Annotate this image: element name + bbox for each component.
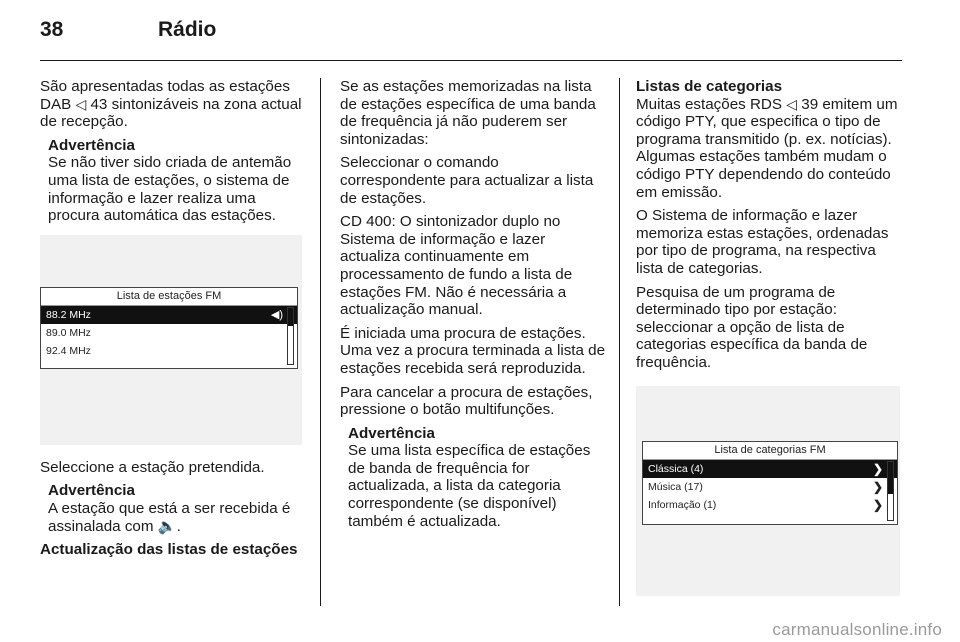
scrollbar-thumb[interactable] [888, 462, 893, 494]
note-title: Advertência [348, 424, 435, 442]
note-3 [348, 425, 608, 531]
column-3 [636, 78, 904, 610]
chevron-right-icon: ❯ [872, 497, 883, 512]
paragraph: Pesquisa de um programa de determinado tipo por estação: seleccionar a opção de lista de categorias específica da banda de frequência. [636, 283, 868, 371]
paragraph: Para cancelar a procura de estações, pressione o botão multifunções. [340, 383, 593, 419]
speaker-icon: ◀) [270, 308, 283, 321]
note-text-end: . [176, 517, 181, 535]
paragraph: O Sistema de informação e lazer memoriza estas estações, ordenadas por tipo de programa, na respectiva lista de categorias. [636, 207, 889, 277]
note-text: A estação que está a ser recebida é assinalada com [48, 499, 291, 535]
category-list-title: Lista de categorias FM [643, 442, 897, 460]
column-1 [40, 78, 310, 565]
page-number: 38 [40, 18, 64, 41]
paragraph: Seleccionar o comando correspondente para actualizar a lista de estações. [340, 154, 594, 207]
page-ref-arrow-icon: ◁ [75, 95, 87, 112]
note-2 [48, 482, 310, 535]
paragraph-dab [40, 78, 310, 131]
station-frequency: 92.4 MHz [46, 344, 91, 357]
paragraph: Se as estações memorizadas na lista de estações específica de uma banda de frequência já não puderem ser sintonizadas: [340, 78, 596, 148]
scrollbar[interactable] [887, 461, 894, 521]
page-ref-arrow-icon: ◁ [786, 95, 798, 112]
scrollbar-thumb[interactable] [288, 308, 293, 326]
scrollbar[interactable] [287, 307, 294, 365]
section-heading: Listas de categorias [636, 78, 783, 95]
category-row[interactable] [643, 478, 897, 496]
chapter-title: Rádio [158, 18, 217, 41]
category-label: Música (17) [648, 480, 703, 493]
paragraph-select: Seleccione a estação pretendida. [40, 458, 265, 476]
paragraph: É iniciada uma procura de estações. Uma vez a procura terminada a lista de estações recebida será reproduzida. [340, 324, 606, 377]
note-title: Advertência [48, 482, 135, 500]
page-header [40, 18, 902, 52]
station-frequency: 88.2 MHz [46, 308, 91, 321]
category-row[interactable] [643, 496, 897, 514]
column-divider [619, 78, 620, 606]
category-label: Clássica (4) [648, 462, 704, 475]
text: Muitas estações RDS [636, 95, 787, 113]
section-heading: Actualização das listas de estações [40, 541, 298, 559]
text: São apresentadas todas as estações DAB [40, 78, 290, 113]
note-text: Se não tiver sido criada de antemão uma lista de estações, o sistema de informação e lazer realiza uma procura automática das estações. [48, 154, 292, 225]
station-row[interactable] [41, 324, 297, 342]
station-row-selected[interactable] [41, 306, 297, 324]
speaker-icon: 🔈 [157, 517, 177, 535]
watermark: carmanualsonline.info [772, 620, 942, 639]
category-label: Informação (1) [648, 498, 717, 511]
station-row[interactable] [41, 342, 297, 360]
column-2 [340, 78, 608, 536]
text: 39 emitem um código PTY, que especifica o tipo de programa transmitido (p. ex. notícias). Algumas estações também mudam o código PTY dependendo do conteúdo em emissão. [636, 95, 898, 201]
station-list-figure [40, 235, 302, 445]
chevron-right-icon: ❯ [872, 461, 883, 476]
column-divider [320, 78, 321, 606]
station-frequency: 89.0 MHz [46, 326, 91, 339]
note-text: Se uma lista específica de estações de banda de frequência for actualizada, a lista da categoria correspondente (se disponível) também é actualizada. [348, 442, 591, 530]
paragraph: CD 400: O sintonizador duplo no Sistema de informação e lazer actualiza continuamente em processamento de fundo a lista de estações FM. Não é necessária a actualização manual. [340, 213, 573, 319]
header-rule [40, 60, 902, 61]
chevron-right-icon: ❯ [872, 479, 883, 494]
category-list-screen [642, 441, 898, 525]
category-list-figure [636, 386, 900, 596]
paragraph [636, 96, 904, 202]
category-row-selected[interactable] [643, 460, 897, 478]
note-1 [48, 137, 310, 225]
station-list-title: Lista de estações FM [41, 288, 297, 306]
note-title: Advertência [48, 136, 135, 154]
text: 43 sintonizáveis na zona actual de recepção. [40, 95, 302, 131]
station-list-screen [40, 287, 298, 369]
